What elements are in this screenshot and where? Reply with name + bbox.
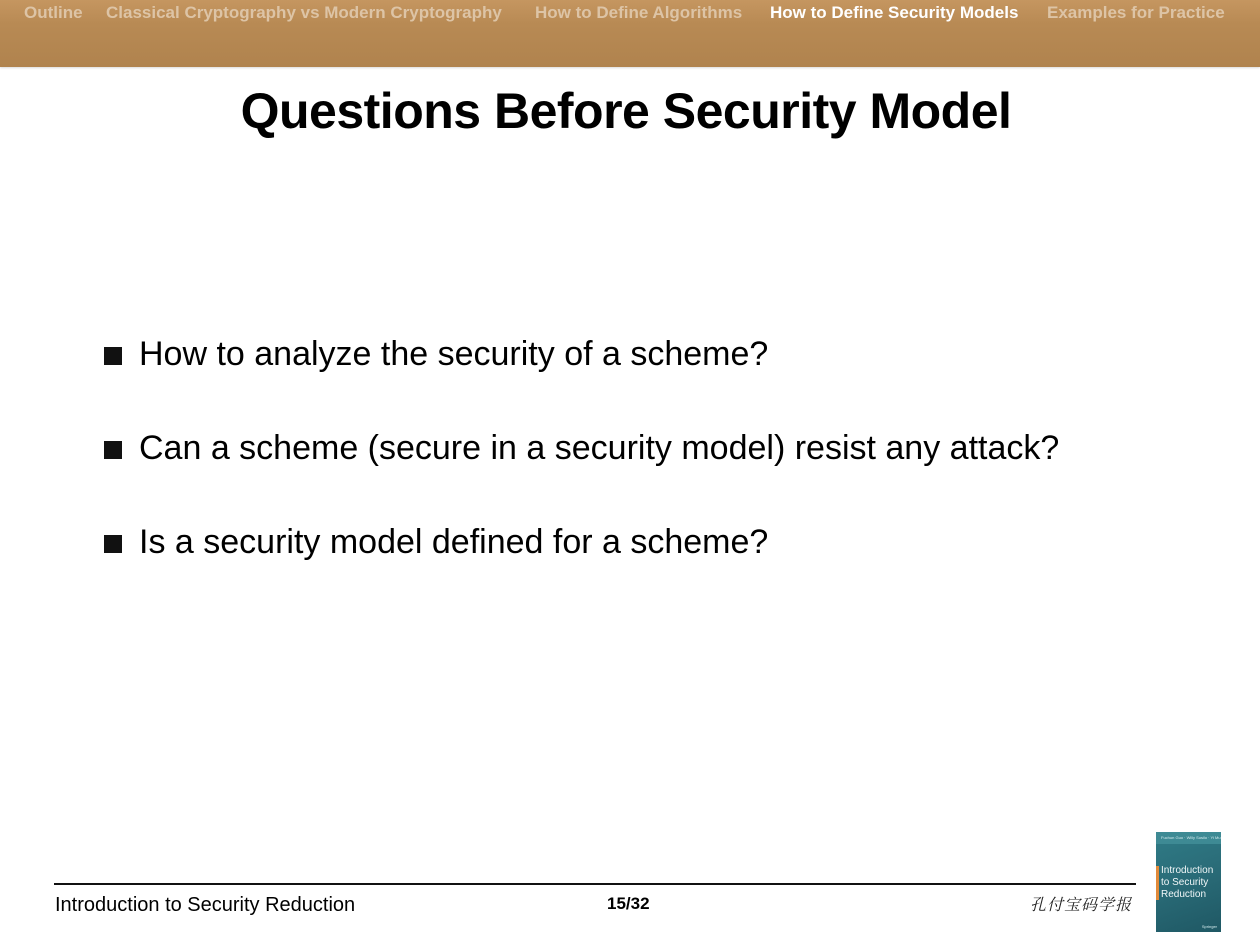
- footer-signature-logo: 孔付宝码学报: [1030, 895, 1133, 914]
- book-cover-accent: [1156, 866, 1159, 900]
- book-authors: Fuchun Guo · Willy Susilo · Yi Mu: [1161, 835, 1221, 840]
- footer-divider: [54, 883, 1136, 885]
- bullet-text: How to analyze the security of a scheme?: [139, 335, 769, 373]
- bullet-text: Can a scheme (secure in a security model) resist any attack?: [139, 429, 1060, 467]
- nav-item-examples[interactable]: Examples for Practice: [1047, 3, 1225, 22]
- nav-item-classical-vs-modern[interactable]: Classical Cryptography vs Modern Cryptography: [106, 3, 502, 22]
- footer-presentation-title: Introduction to Security Reduction: [55, 894, 356, 916]
- book-publisher: Springer: [1201, 924, 1217, 929]
- nav-item-define-security-models[interactable]: How to Define Security Models: [770, 3, 1019, 22]
- square-bullet-icon: [104, 347, 122, 365]
- book-title: Introduction to Security Reduction: [1161, 865, 1214, 900]
- nav-item-outline[interactable]: Outline: [24, 3, 83, 22]
- book-cover-image: [1156, 832, 1221, 932]
- nav-item-define-algorithms[interactable]: How to Define Algorithms: [535, 3, 743, 22]
- page-number: 15/32: [607, 894, 650, 913]
- bullet-text: Is a security model defined for a scheme?: [139, 523, 769, 561]
- square-bullet-icon: [104, 535, 122, 553]
- section-navbar: [0, 0, 1260, 67]
- slide-title: Questions Before Security Model: [240, 83, 1012, 139]
- square-bullet-icon: [104, 441, 122, 459]
